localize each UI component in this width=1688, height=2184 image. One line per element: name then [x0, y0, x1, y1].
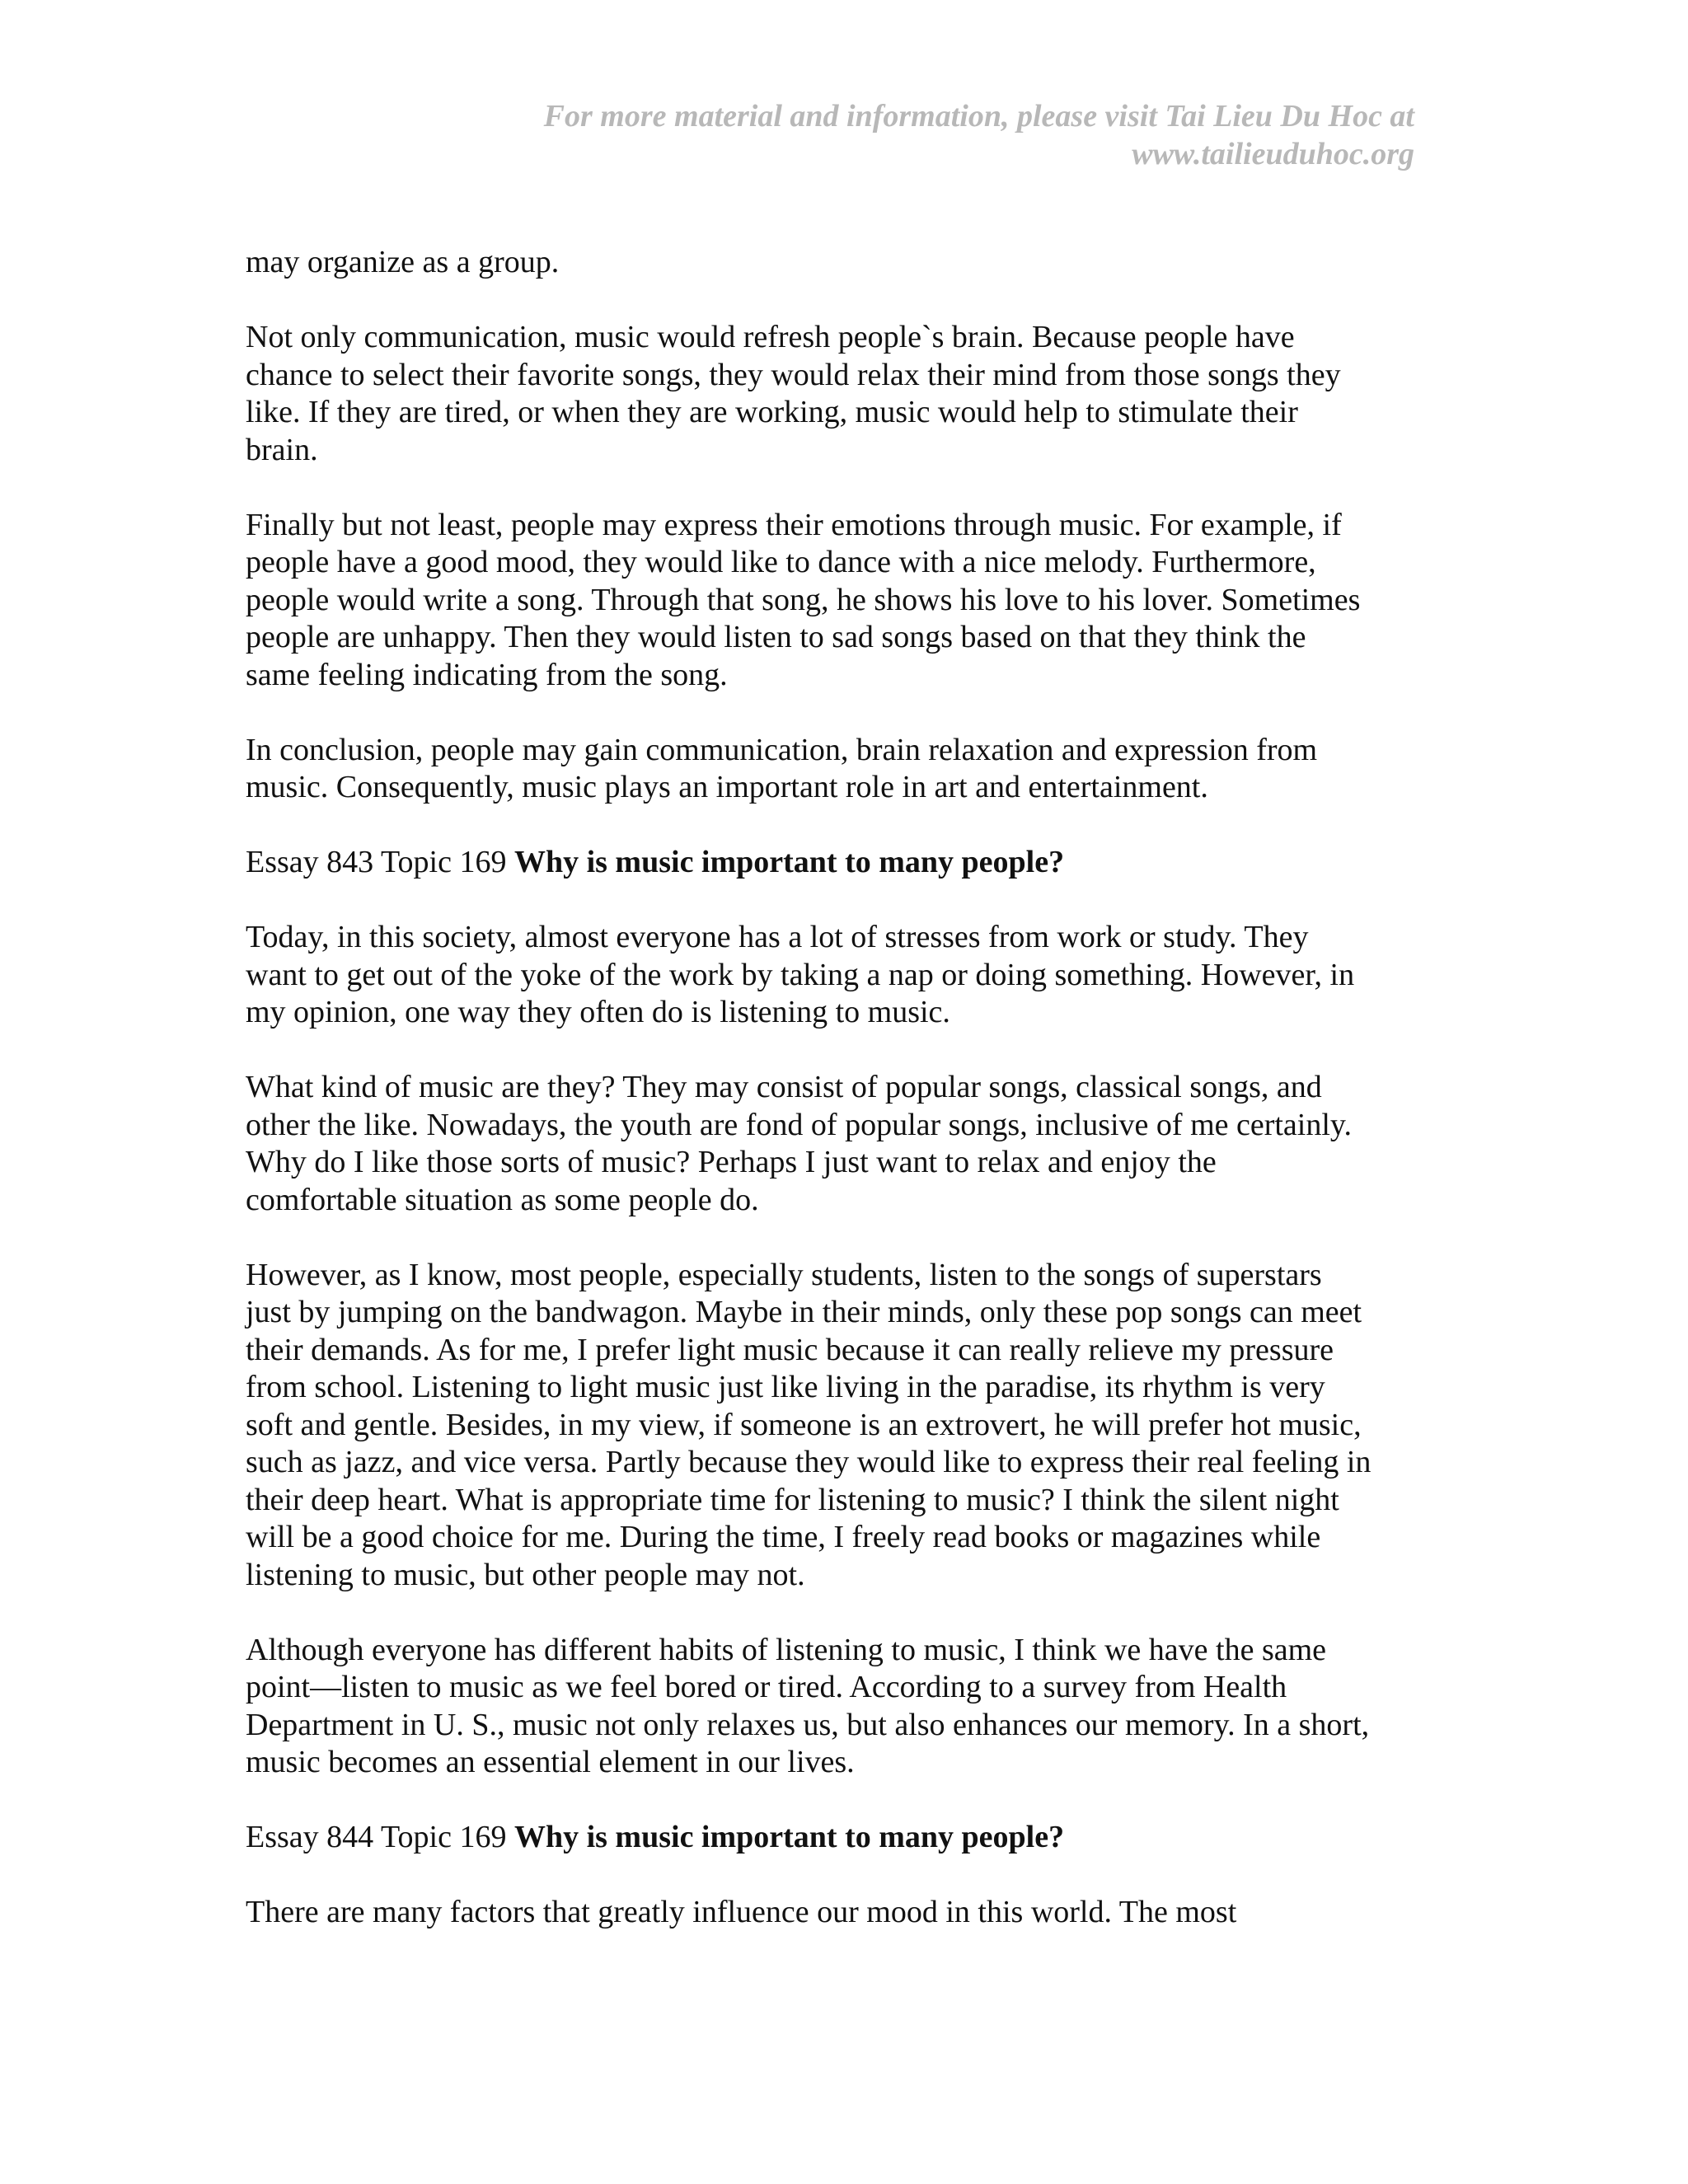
essay-844-heading	[246, 1819, 1432, 1857]
paragraph: Finally but not least, people may express their emotions through music. For example, if people have a good mood, they would like to dance with a nice melody. Furthermore, people would write a song. Through that song, he shows his love to his lover. Sometimes people are unhappy. Then they would listen to sad songs based on that they think the same feeling indicating from the song.	[246, 507, 1361, 692]
paragraph: What kind of music are they? They may consist of popular songs, classical songs, and other the like. Nowadays, the youth are fond of popular songs, inclusive of me certainly. Why do I like those sorts of music? Perhaps I just want to relax and enjoy the comfortable situation as some people do.	[246, 1070, 1352, 1217]
essay-844-label: Essay 844 Topic 169	[246, 1820, 514, 1854]
header-line-1: For more material and information, please visit Tai Lieu Du Hoc at	[543, 99, 1414, 134]
essay-844-title: Why is music important to many people?	[513, 1820, 1065, 1854]
essay-843-heading	[246, 844, 1432, 882]
essay-843-label: Essay 843 Topic 169	[246, 845, 514, 879]
paragraph: Although everyone has different habits of listening to music, I think we have the same point—listen to music as we feel bored or tired. According to a survey from Health Department in U. S., music not only relaxes us, but also enhances our memory. In a short, music becomes an essential element in our lives.	[246, 1632, 1370, 1779]
paragraph: Today, in this society, almost everyone has a lot of stresses from work or study. They want to get out of the yoke of the work by taking a nap or doing something. However, in my opinion, one way they often do is listening to music.	[246, 920, 1355, 1029]
paragraph: However, as I know, most people, especially students, listen to the songs of superstars just by jumping on the bandwagon. Maybe in their minds, only these pop songs can meet their demands. As for me, I prefer light music because it can really relieve my pressure from school. Listening to light music just like living in the paradise, its rhythm is very soft and gentle. Besides, in my view, if someone is an extrovert, he will prefer hot music, such as jazz, and vice versa. Partly because they would like to express their real feeling in their deep heart. What is appropriate time for listening to music? I think the silent night will be a good choice for me. During the time, I freely read books or magazines while listening to music, but other people may not.	[246, 1257, 1372, 1592]
paragraph: There are many factors that greatly influence our mood in this world. The most	[246, 1895, 1237, 1929]
paragraph: In conclusion, people may gain communication, brain relaxation and expression from music. Consequently, music plays an important role in art and entertainment.	[246, 732, 1318, 804]
essay-843-title: Why is music important to many people?	[513, 845, 1065, 879]
document-body	[246, 244, 1432, 1969]
paragraph: Not only communication, music would refresh people`s brain. Because people have chance to select their favorite songs, they would relax their mind from those songs they like. If they are tired, or when they are working, music would help to stimulate their brain.	[246, 320, 1341, 467]
page-header	[425, 97, 1414, 173]
header-line-2: www.tailieuduhoc.org	[1132, 137, 1414, 171]
paragraph: may organize as a group.	[246, 245, 560, 279]
